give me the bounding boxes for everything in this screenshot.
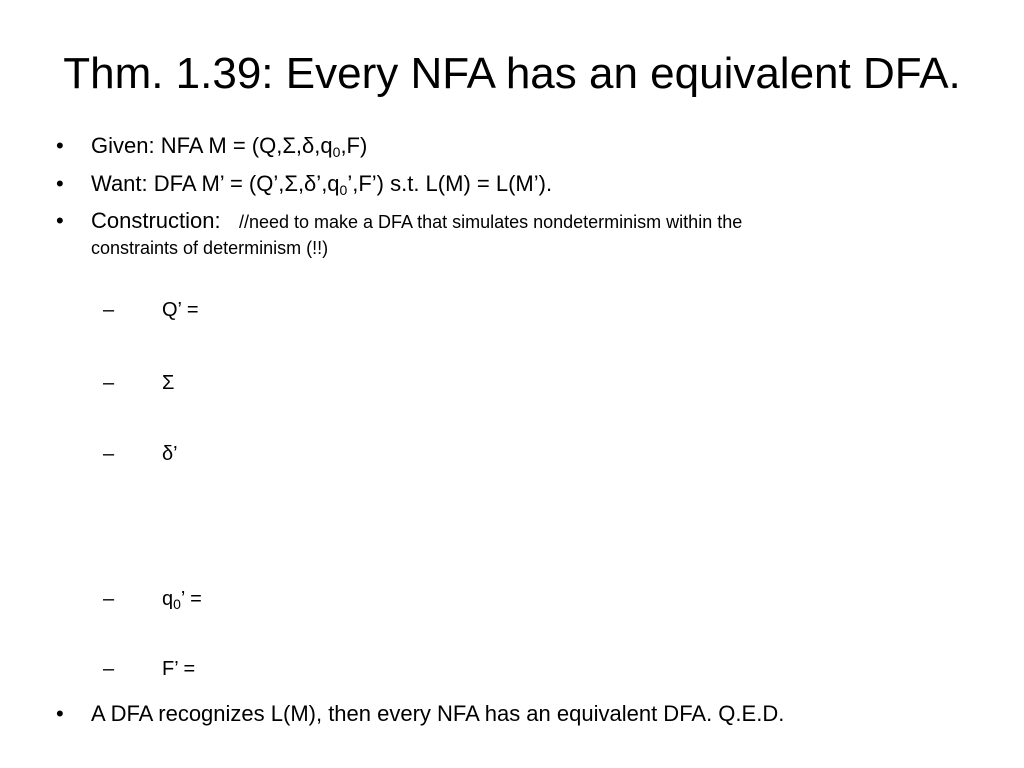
sub-item-sigma: Σ — [162, 372, 175, 394]
want-subscript: 0 — [339, 182, 348, 198]
sub-item-f-prime: F’ = — [162, 658, 196, 680]
bullet-icon: • — [56, 171, 64, 196]
dash-icon: – — [103, 443, 115, 465]
q0-suffix: ’ = — [180, 588, 202, 610]
given-line — [91, 132, 367, 160]
construction-note: //need to make a DFA that simulates nondeterminism within the — [238, 212, 743, 232]
want-prefix: Want: DFA M’ = (Q’,Σ,δ’,q — [91, 171, 340, 196]
slide-title: Thm. 1.39: Every NFA has an equivalent DFA. — [63, 49, 961, 98]
bullet-icon: • — [56, 701, 64, 726]
want-line — [91, 170, 552, 198]
dash-icon: – — [103, 299, 115, 321]
q0-subscript: 0 — [173, 596, 181, 612]
given-subscript: 0 — [332, 144, 341, 160]
sub-item-q0-prime — [162, 585, 202, 613]
sub-item-q-prime: Q’ = — [162, 299, 199, 321]
construction-label: Construction: — [91, 208, 221, 233]
construction-note-continued: constraints of determinism (!!) — [91, 238, 329, 258]
sub-item-delta-prime: δ’ — [162, 443, 178, 465]
dash-icon: – — [103, 658, 115, 680]
dash-icon: – — [103, 588, 115, 610]
q0-prefix: q — [162, 588, 174, 610]
conclusion-line: A DFA recognizes L(M), then every NFA has an equivalent DFA. Q.E.D. — [91, 701, 785, 726]
given-prefix: Given: NFA M = (Q,Σ,δ,q — [91, 133, 333, 158]
want-suffix: ’,F’) s.t. L(M) = L(M’). — [347, 171, 553, 196]
bullet-icon: • — [56, 208, 64, 233]
bullet-icon: • — [56, 133, 64, 158]
construction-line — [91, 207, 742, 236]
dash-icon: – — [103, 372, 115, 394]
given-suffix: ,F) — [340, 133, 368, 158]
